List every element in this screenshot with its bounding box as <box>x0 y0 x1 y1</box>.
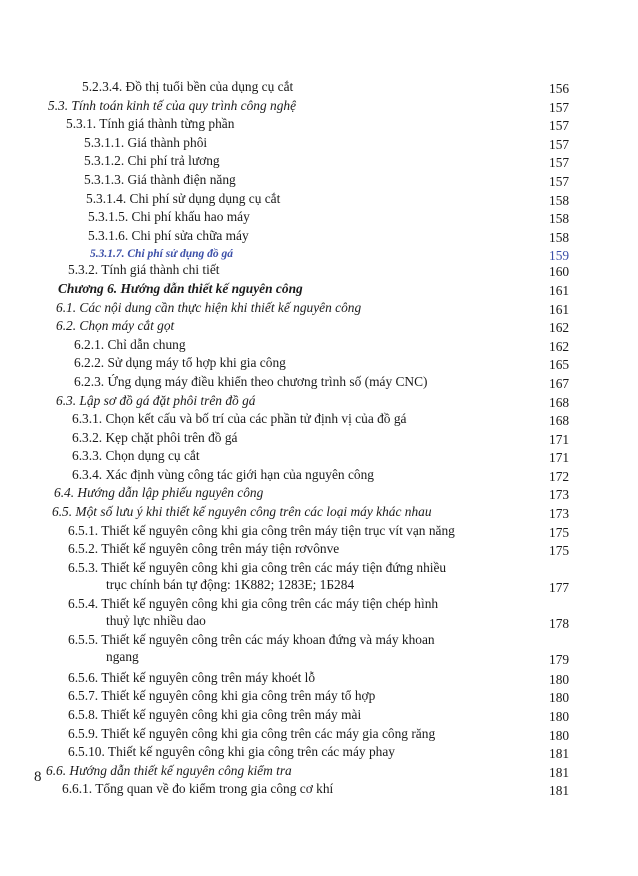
toc-entry[interactable] <box>0 762 638 781</box>
toc-entry-title: 6.5.5. Thiết kế nguyên công trên các máy khoan đứng và máy khoan <box>68 631 435 647</box>
toc-entry-title: 6.2.1. Chỉ dẫn chung <box>74 336 186 352</box>
toc-entry-page: 177 <box>549 579 570 595</box>
toc-entry-page: 157 <box>549 118 570 134</box>
toc-entry-title: 6.3.4. Xác định vùng công tác giới hạn của nguyên công <box>72 466 374 482</box>
toc-entry-page: 178 <box>549 615 570 631</box>
toc-entry-page: 165 <box>549 357 570 373</box>
toc-entry-page: 157 <box>549 173 570 189</box>
table-of-contents <box>0 78 638 799</box>
toc-entry-title: 6.3. Lập sơ đồ gá đặt phôi trên đồ gá <box>56 392 256 408</box>
toc-entry-page: 159 <box>549 248 570 264</box>
toc-entry-title: 5.3.1.5. Chi phí khấu hao máy <box>88 209 250 225</box>
toc-entry[interactable] <box>0 540 638 559</box>
toc-entry-title: 5.3.1.1. Giá thành phôi <box>84 134 208 150</box>
toc-entry-title: 5.3.1.2. Chi phí trả lương <box>84 153 220 169</box>
toc-entry-page: 175 <box>549 524 570 540</box>
toc-entry-page: 180 <box>549 690 570 706</box>
toc-entry-page: 168 <box>549 413 570 429</box>
toc-entry-title: 6.3.3. Chọn dụng cụ cắt <box>72 448 200 464</box>
toc-entry-title: 6.5.1. Thiết kế nguyên công khi gia công trên máy tiện trục vít vạn năng <box>68 522 455 538</box>
toc-entry-title: Chương 6. Hướng dẫn thiết kế nguyên công <box>58 280 303 296</box>
toc-entry-page: 179 <box>549 651 570 667</box>
toc-entry[interactable] <box>0 299 638 318</box>
toc-entry[interactable] <box>0 190 638 209</box>
toc-entry-title: 5.3.2. Tính giá thành chi tiết <box>68 262 220 278</box>
toc-entry-page: 173 <box>549 506 570 522</box>
toc-entry-page: 161 <box>549 301 570 317</box>
toc-entry[interactable] <box>0 410 638 429</box>
toc-entry-title: 6.2. Chọn máy cắt gọt <box>56 318 175 334</box>
toc-entry[interactable] <box>0 631 638 669</box>
toc-entry-page: 180 <box>549 709 570 725</box>
toc-entry-title-continued: trục chính bán tự động: 1K882; 1283E; 1Б284 <box>106 576 355 592</box>
toc-entry-title: 5.3.1.6. Chi phí sửa chữa máy <box>88 227 249 243</box>
toc-entry-title: 6.5.8. Thiết kế nguyên công khi gia công trên máy mài <box>68 707 362 723</box>
toc-entry[interactable] <box>0 115 638 134</box>
toc-entry-title: 6.3.2. Kẹp chặt phôi trên đồ gá <box>72 429 238 445</box>
toc-entry-page: 180 <box>549 671 570 687</box>
toc-entry-page: 157 <box>549 99 570 115</box>
toc-entry-title: 6.2.3. Ứng dụng máy điều khiển theo chương trình số (máy CNC) <box>74 373 428 389</box>
toc-entry-title: 5.3. Tính toán kinh tế của quy trình công nghệ <box>48 97 297 113</box>
toc-entry[interactable] <box>0 261 638 280</box>
toc-entry-title: 6.6.1. Tổng quan về đo kiểm trong gia công cơ khí <box>62 781 334 797</box>
toc-entry-title: 5.3.1.3. Giá thành điện năng <box>84 171 236 187</box>
toc-entry[interactable] <box>0 484 638 503</box>
toc-entry-page: 162 <box>549 320 570 336</box>
toc-entry-page: 157 <box>549 136 570 152</box>
toc-entry-title: 6.5.7. Thiết kế nguyên công khi gia công trên máy tổ hợp <box>68 688 376 704</box>
toc-entry-title: 6.5.6. Thiết kế nguyên công trên máy khoét lỗ <box>68 669 316 685</box>
toc-entry-title: 5.3.1.7. Chi phí sử dụng đồ gá <box>90 248 234 261</box>
toc-entry-page: 181 <box>549 746 570 762</box>
toc-entry[interactable] <box>0 669 638 688</box>
toc-entry-title: 5.2.3.4. Đồ thị tuổi bền của dụng cụ cắt <box>82 79 294 94</box>
toc-entry[interactable] <box>0 559 638 595</box>
toc-entry-title: 6.5.3. Thiết kế nguyên công khi gia công trên các máy tiện đứng nhiều <box>68 559 447 575</box>
toc-entry-page: 172 <box>549 468 570 484</box>
toc-entry-title: 5.3.1.4. Chi phí sử dụng dụng cụ cắt <box>86 190 281 206</box>
toc-entry-page: 171 <box>549 450 570 466</box>
toc-entry[interactable] <box>0 336 638 355</box>
toc-entry-page: 167 <box>549 375 570 391</box>
toc-entry[interactable] <box>0 503 638 522</box>
toc-entry[interactable] <box>0 706 638 725</box>
toc-entry-page: 158 <box>549 192 570 208</box>
toc-entry[interactable] <box>0 392 638 411</box>
toc-entry-title-continued: thuỷ lực nhiều dao <box>106 612 206 628</box>
toc-entry-page: 175 <box>549 543 570 559</box>
toc-entry-page: 181 <box>549 783 570 799</box>
toc-entry[interactable] <box>0 780 638 799</box>
toc-entry-title: 6.3.1. Chọn kết cấu và bố trí của các phần tử định vị của đồ gá <box>72 411 407 427</box>
toc-entry[interactable] <box>0 97 638 116</box>
toc-entry-title: 6.1. Các nội dung cần thực hiện khi thiết kế nguyên công <box>56 299 362 315</box>
toc-entry-page: 161 <box>549 282 570 298</box>
toc-entry-page: 158 <box>549 211 570 227</box>
toc-entry-page: 160 <box>549 264 570 280</box>
toc-entry[interactable] <box>0 280 638 299</box>
toc-entry[interactable] <box>0 78 638 97</box>
toc-entry[interactable] <box>0 373 638 392</box>
toc-entry-page: 180 <box>549 727 570 743</box>
toc-entry[interactable] <box>0 522 638 541</box>
toc-entry-title: 6.5.10. Thiết kế nguyên công khi gia công trên các máy phay <box>68 744 395 760</box>
toc-entry-page: 158 <box>549 229 570 245</box>
toc-entry-title: 5.3.1. Tính giá thành từng phần <box>66 116 235 132</box>
toc-entry[interactable] <box>0 725 638 744</box>
toc-entry-page: 162 <box>549 338 570 354</box>
toc-entry[interactable] <box>0 152 638 171</box>
toc-entry-page: 157 <box>549 155 570 171</box>
page-number: 8 <box>34 769 42 785</box>
toc-entry[interactable] <box>0 429 638 448</box>
toc-entry-title: 6.5.2. Thiết kế nguyên công trên máy tiện rơvônve <box>68 541 340 557</box>
toc-entry[interactable] <box>0 743 638 762</box>
toc-entry[interactable] <box>0 171 638 190</box>
toc-entry[interactable] <box>0 227 638 246</box>
toc-entry-title: 6.2.2. Sử dụng máy tổ hợp khi gia công <box>74 355 286 371</box>
toc-entry-page: 181 <box>549 764 570 780</box>
toc-entry-title: 6.5.9. Thiết kế nguyên công khi gia công trên các máy gia công răng <box>68 725 436 741</box>
toc-entry[interactable] <box>0 687 638 706</box>
toc-entry[interactable] <box>0 317 638 336</box>
toc-entry-title: 6.4. Hướng dẫn lập phiếu nguyên công <box>54 485 264 501</box>
toc-entry-title-continued: ngang <box>106 648 139 664</box>
toc-entry[interactable] <box>0 466 638 485</box>
toc-entry-page: 156 <box>549 81 570 96</box>
toc-entry[interactable] <box>0 134 638 153</box>
toc-entry-title: 6.5. Một số lưu ý khi thiết kế nguyên công trên các loại máy khác nhau <box>52 504 432 520</box>
toc-entry[interactable] <box>0 208 638 227</box>
toc-entry-page: 171 <box>549 431 570 447</box>
toc-entry-page: 168 <box>549 394 570 410</box>
toc-entry[interactable] <box>0 245 638 264</box>
toc-entry-title: 6.6. Hướng dẫn thiết kế nguyên công kiểm tra <box>46 762 292 778</box>
toc-entry[interactable] <box>0 354 638 373</box>
toc-entry-page: 173 <box>549 487 570 503</box>
toc-entry[interactable] <box>0 595 638 631</box>
toc-entry[interactable] <box>0 447 638 466</box>
toc-entry-title: 6.5.4. Thiết kế nguyên công khi gia công trên các máy tiện chép hình <box>68 595 439 611</box>
